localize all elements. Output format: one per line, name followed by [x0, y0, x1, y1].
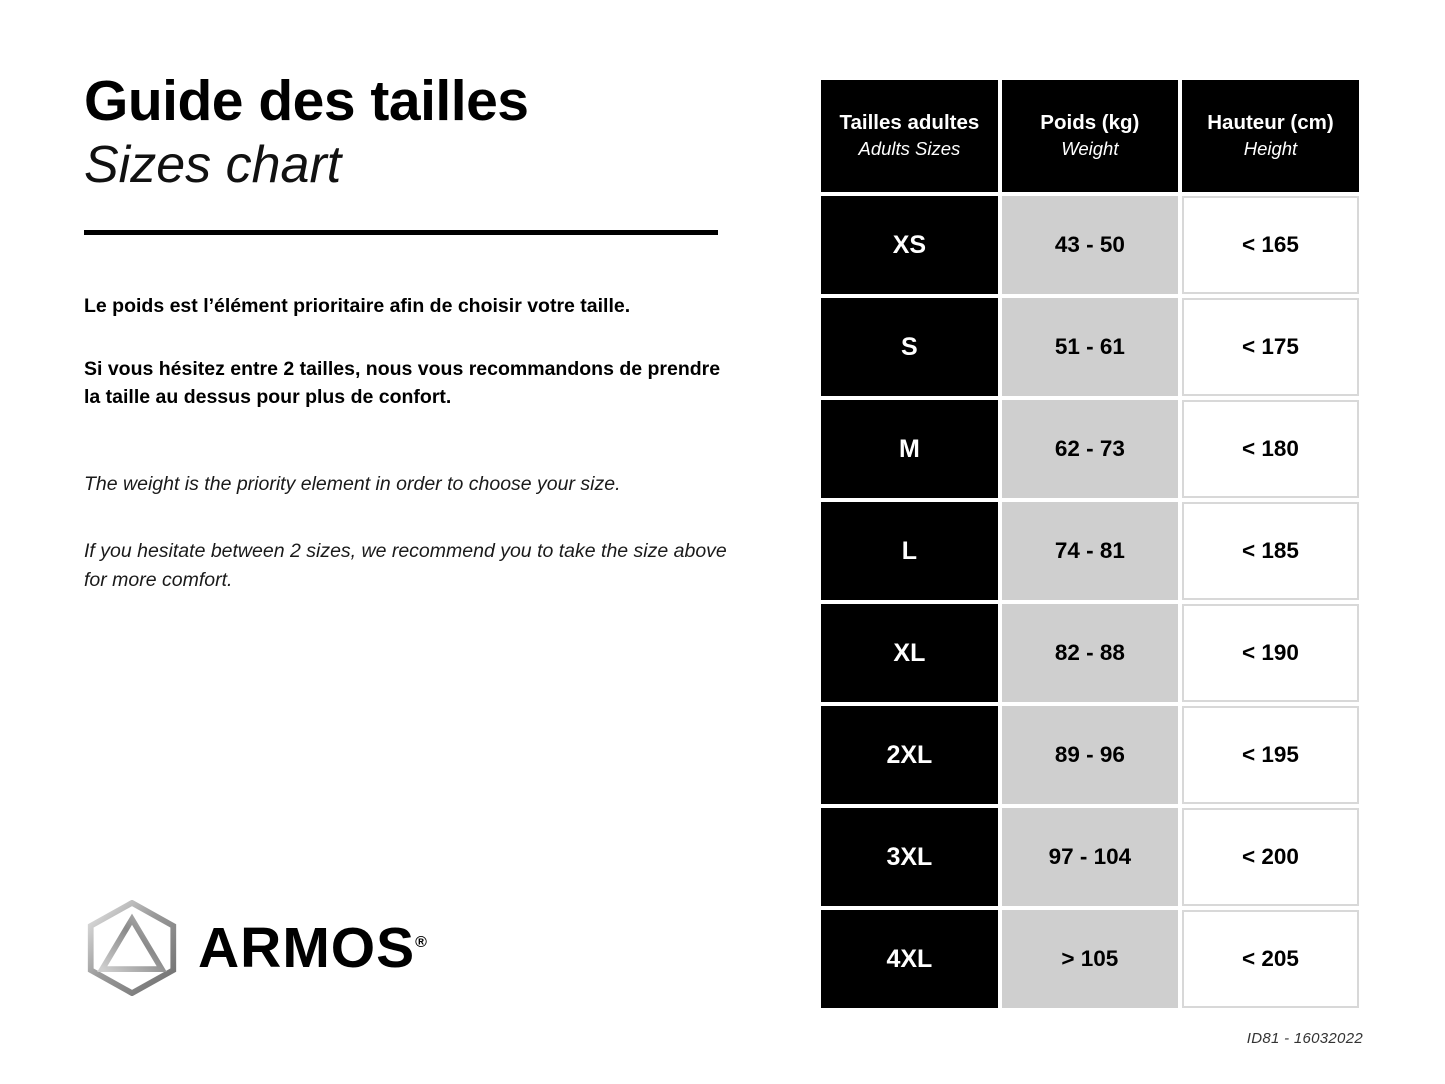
cell-height: < 205	[1182, 910, 1359, 1008]
page-title-en: Sizes chart	[84, 135, 342, 194]
cell-weight: 74 - 81	[1002, 502, 1178, 600]
paragraph-fr-1: Le poids est l’élément prioritaire afin de choisir votre taille.	[84, 294, 631, 317]
cell-height: < 175	[1182, 298, 1359, 396]
cell-size: S	[821, 298, 998, 396]
sizes-table	[817, 76, 1363, 1012]
document-id: ID81 - 16032022	[1246, 1030, 1363, 1047]
table-row	[821, 808, 1359, 906]
cell-weight: 97 - 104	[1002, 808, 1178, 906]
cell-weight: 62 - 73	[1002, 400, 1178, 498]
registered-mark: ®	[415, 933, 428, 951]
table-row	[821, 298, 1359, 396]
cell-height: < 190	[1182, 604, 1359, 702]
paragraph-en-2: If you hesitate between 2 sizes, we recommend you to take the size above for more comfort.	[84, 539, 727, 592]
table-row	[821, 910, 1359, 1008]
header-weight: Poids (kg) Weight	[1002, 80, 1178, 192]
cell-weight: > 105	[1002, 910, 1178, 1008]
armos-hexagon-icon	[84, 900, 180, 996]
cell-weight: 82 - 88	[1002, 604, 1178, 702]
brand-name: ARMOS®	[198, 915, 428, 980]
cell-height: < 180	[1182, 400, 1359, 498]
page-title-fr: Guide des tailles	[84, 69, 529, 133]
cell-weight: 51 - 61	[1002, 298, 1178, 396]
table-row	[821, 400, 1359, 498]
table-row	[821, 604, 1359, 702]
title-divider	[84, 230, 718, 235]
table-header-row	[821, 80, 1359, 192]
cell-size: 4XL	[821, 910, 998, 1008]
cell-height: < 165	[1182, 196, 1359, 294]
header-adult-sizes: Tailles adultes Adults Sizes	[821, 80, 998, 192]
cell-weight: 43 - 50	[1002, 196, 1178, 294]
cell-height: < 195	[1182, 706, 1359, 804]
table-row	[821, 502, 1359, 600]
table-row	[821, 706, 1359, 804]
paragraph-en-1: The weight is the priority element in order to choose your size.	[84, 472, 621, 495]
cell-height: < 185	[1182, 502, 1359, 600]
header-height: Hauteur (cm) Height	[1182, 80, 1359, 192]
cell-size: XL	[821, 604, 998, 702]
table-row	[821, 196, 1359, 294]
brand-logo	[84, 900, 428, 996]
cell-size: XS	[821, 196, 998, 294]
cell-size: L	[821, 502, 998, 600]
cell-size: M	[821, 400, 998, 498]
cell-size: 3XL	[821, 808, 998, 906]
cell-weight: 89 - 96	[1002, 706, 1178, 804]
cell-height: < 200	[1182, 808, 1359, 906]
paragraph-fr-2: Si vous hésitez entre 2 tailles, nous vous recommandons de prendre la taille au dessus pour plus de confort.	[84, 358, 721, 409]
cell-size: 2XL	[821, 706, 998, 804]
intro-column	[84, 69, 744, 595]
